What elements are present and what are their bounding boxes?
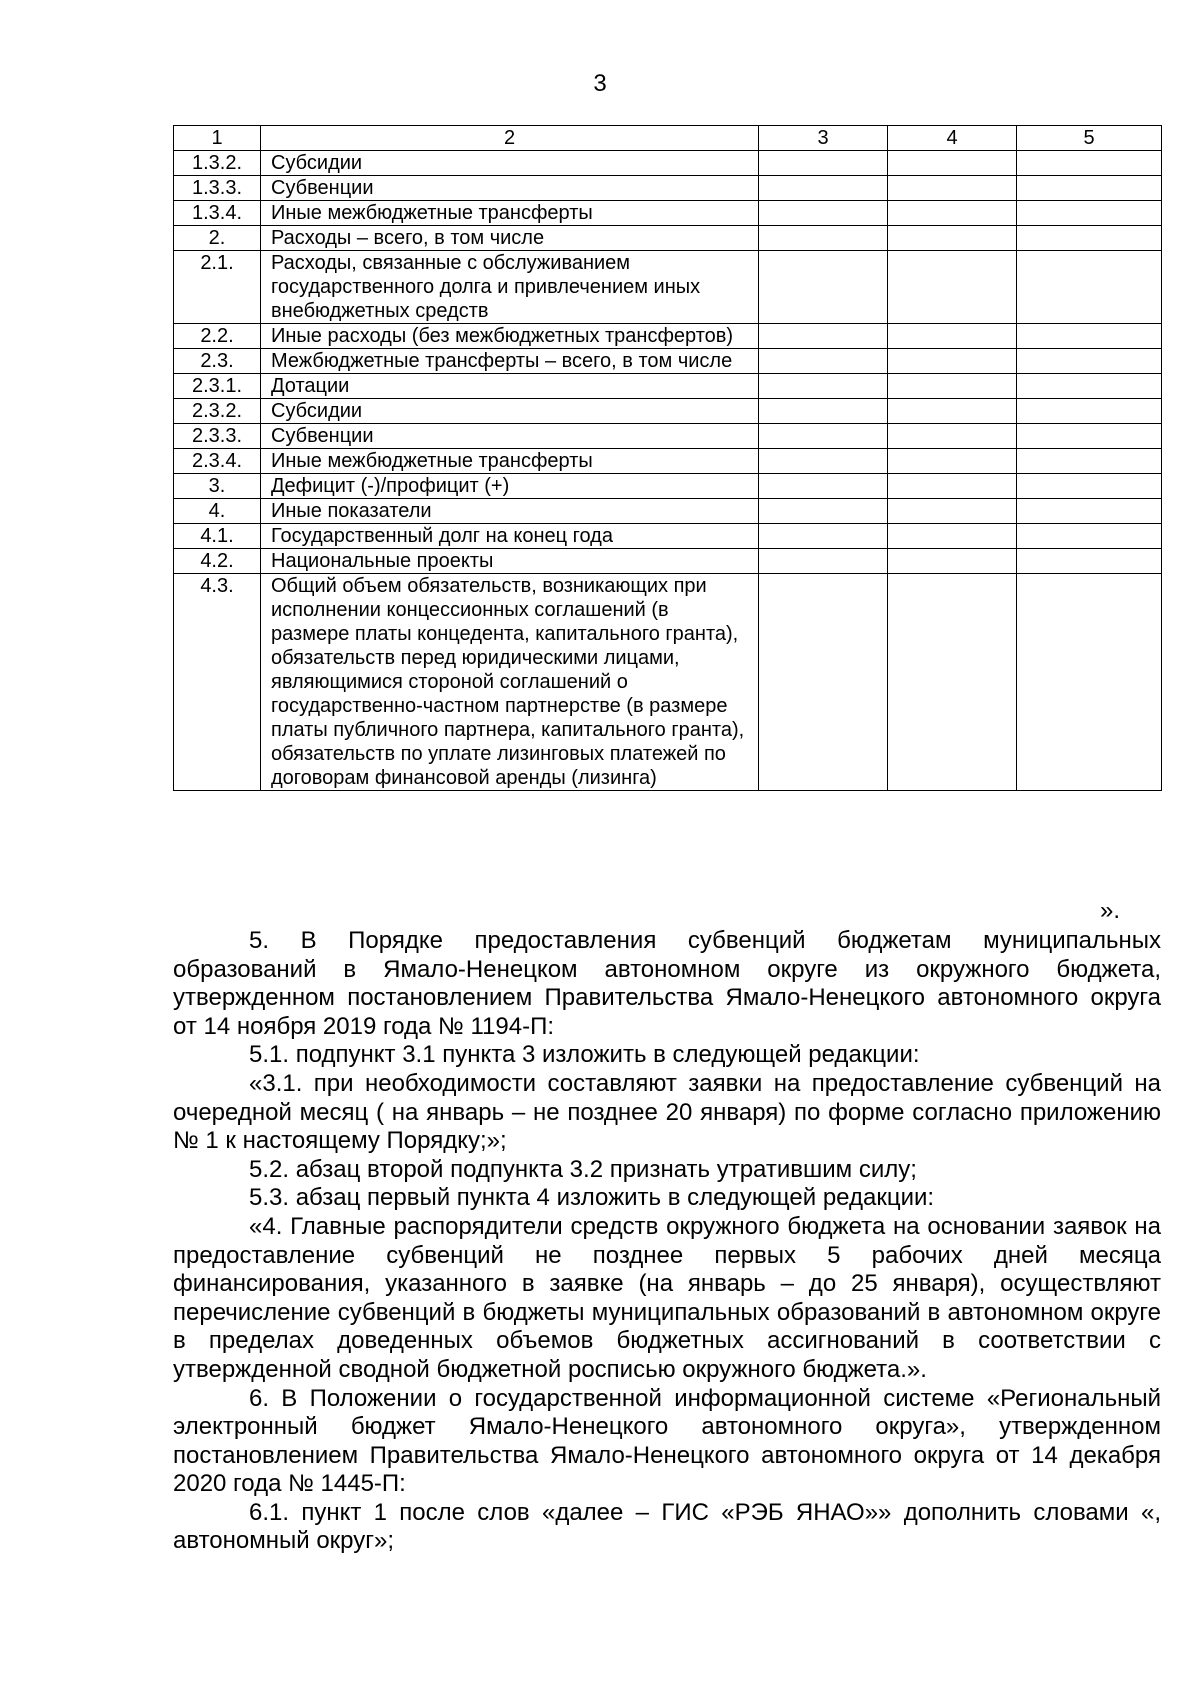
- empty-cell: [888, 226, 1017, 251]
- page-number: 3: [593, 70, 607, 97]
- row-number: 3.: [174, 474, 261, 499]
- column-header: 2: [261, 126, 759, 151]
- empty-cell: [759, 374, 888, 399]
- closing-quote: ».: [1100, 897, 1121, 924]
- empty-cell: [759, 176, 888, 201]
- table-row: [174, 549, 1162, 574]
- empty-cell: [759, 474, 888, 499]
- empty-cell: [888, 324, 1017, 349]
- paragraph: 5.3. абзац первый пункта 4 изложить в следующей редакции:: [249, 1184, 935, 1212]
- column-header: 3: [759, 126, 888, 151]
- row-label: Иные межбюджетные трансферты: [261, 201, 759, 226]
- empty-cell: [759, 226, 888, 251]
- row-label: Дотации: [261, 374, 759, 399]
- empty-cell: [1017, 251, 1162, 324]
- empty-cell: [888, 449, 1017, 474]
- row-label: Расходы, связанные с обслуживанием государственного долга и привлечением иных внебюджетных средств: [261, 251, 759, 324]
- row-number: 2.3.4.: [174, 449, 261, 474]
- empty-cell: [888, 499, 1017, 524]
- table-row: [174, 201, 1162, 226]
- empty-cell: [1017, 349, 1162, 374]
- empty-cell: [759, 449, 888, 474]
- row-number: 2.1.: [174, 251, 261, 324]
- empty-cell: [1017, 449, 1162, 474]
- empty-cell: [888, 549, 1017, 574]
- empty-cell: [759, 324, 888, 349]
- empty-cell: [888, 399, 1017, 424]
- row-label: Субсидии: [261, 151, 759, 176]
- paragraph: 6. В Положении о государственной информационной системе «Региональный электронный бюджет Ямало-Ненецкого автономного округа», утвержденном постановлением Правительства Ямало-Ненецкого автономного округа от 14 декабря 2020 года № 1445-П:: [173, 1384, 1161, 1498]
- empty-cell: [888, 349, 1017, 374]
- paragraph: 6.1. пункт 1 после слов «далее – ГИС «РЭБ ЯНАО»» дополнить словами «, автономный округ»;: [173, 1498, 1161, 1555]
- table-row: [174, 474, 1162, 499]
- row-label: Субсидии: [261, 399, 759, 424]
- empty-cell: [1017, 474, 1162, 499]
- empty-cell: [759, 574, 888, 791]
- empty-cell: [888, 151, 1017, 176]
- column-header: 4: [888, 126, 1017, 151]
- row-label: Государственный долг на конец года: [261, 524, 759, 549]
- row-label: Иные межбюджетные трансферты: [261, 449, 759, 474]
- row-number: 4.: [174, 499, 261, 524]
- paragraph: 5.2. абзац второй подпункта 3.2 признать утратившим силу;: [249, 1155, 917, 1183]
- empty-cell: [759, 524, 888, 549]
- row-number: 2.3.1.: [174, 374, 261, 399]
- row-number: 2.3.: [174, 349, 261, 374]
- row-label: Иные показатели: [261, 499, 759, 524]
- row-label: Расходы – всего, в том числе: [261, 226, 759, 251]
- empty-cell: [1017, 201, 1162, 226]
- table-row: [174, 424, 1162, 449]
- row-label: Дефицит (-)/профицит (+): [261, 474, 759, 499]
- row-number: 4.2.: [174, 549, 261, 574]
- table-row: [174, 324, 1162, 349]
- table-row: [174, 524, 1162, 549]
- table-row: [174, 574, 1162, 791]
- empty-cell: [888, 574, 1017, 791]
- table-row: [174, 374, 1162, 399]
- empty-cell: [1017, 574, 1162, 791]
- row-label: Межбюджетные трансферты – всего, в том числе: [261, 349, 759, 374]
- table-row: [174, 176, 1162, 201]
- row-number: 2.3.3.: [174, 424, 261, 449]
- row-number: 1.3.3.: [174, 176, 261, 201]
- paragraph: «4. Главные распорядители средств окружного бюджета на основании заявок на предоставление субвенций не позднее первых 5 рабочих дней месяца финансирования, указанного в заявке (на январь – до 25 января), осуществляют перечисление субвенций в бюджеты муниципальных образований в автономном округе в пределах доведенных объемов бюджетных ассигнований в соответствии с утвержденной сводной бюджетной росписью окружного бюджета.».: [173, 1212, 1161, 1383]
- empty-cell: [1017, 549, 1162, 574]
- table-row: [174, 349, 1162, 374]
- paragraph: «3.1. при необходимости составляют заявки на предоставление субвенций на очередной месяц ( на январь – не позднее 20 января) по форме согласно приложению № 1 к настоящему Порядку;»;: [173, 1069, 1161, 1155]
- row-label: Субвенции: [261, 176, 759, 201]
- row-number: 4.1.: [174, 524, 261, 549]
- empty-cell: [888, 474, 1017, 499]
- empty-cell: [888, 251, 1017, 324]
- paragraph: 5.1. подпункт 3.1 пункта 3 изложить в следующей редакции:: [249, 1041, 920, 1069]
- paragraph: 5. В Порядке предоставления субвенций бюджетам муниципальных образований в Ямало-Ненецком автономном округе из окружного бюджета, утвержденном постановлением Правительства Ямало-Ненецкого автономного округа от 14 ноября 2019 года № 1194-П:: [173, 927, 1161, 1040]
- empty-cell: [1017, 499, 1162, 524]
- row-number: 2.2.: [174, 324, 261, 349]
- empty-cell: [759, 251, 888, 324]
- empty-cell: [1017, 399, 1162, 424]
- row-number: 4.3.: [174, 574, 261, 791]
- row-label: Субвенции: [261, 424, 759, 449]
- column-header: 5: [1017, 126, 1162, 151]
- empty-cell: [888, 424, 1017, 449]
- empty-cell: [1017, 151, 1162, 176]
- table-row: [174, 449, 1162, 474]
- row-number: 1.3.4.: [174, 201, 261, 226]
- table-row: [174, 151, 1162, 176]
- empty-cell: [759, 424, 888, 449]
- row-number: 1.3.2.: [174, 151, 261, 176]
- empty-cell: [1017, 524, 1162, 549]
- empty-cell: [759, 349, 888, 374]
- table-row: [174, 499, 1162, 524]
- empty-cell: [1017, 374, 1162, 399]
- table-row: [174, 399, 1162, 424]
- empty-cell: [1017, 226, 1162, 251]
- empty-cell: [888, 524, 1017, 549]
- column-header: 1: [174, 126, 261, 151]
- row-label: Национальные проекты: [261, 549, 759, 574]
- table-row: [174, 226, 1162, 251]
- empty-cell: [1017, 324, 1162, 349]
- document-body: [173, 927, 1161, 1556]
- indicators-table: [173, 125, 1162, 791]
- empty-cell: [759, 399, 888, 424]
- empty-cell: [759, 499, 888, 524]
- row-label: Иные расходы (без межбюджетных трансфертов): [261, 324, 759, 349]
- empty-cell: [1017, 424, 1162, 449]
- empty-cell: [888, 201, 1017, 226]
- empty-cell: [888, 374, 1017, 399]
- row-label: Общий объем обязательств, возникающих при исполнении концессионных соглашений (в размере платы концедента, капитального гранта), обязательств перед юридическими лицами, являющимися стороной соглашений о государственно-частном партнерстве (в размере платы публичного партнера, капитального гранта), обязательств по уплате лизинговых платежей по договорам финансовой аренды (лизинга): [261, 574, 759, 791]
- empty-cell: [759, 151, 888, 176]
- empty-cell: [1017, 176, 1162, 201]
- row-number: 2.: [174, 226, 261, 251]
- empty-cell: [759, 549, 888, 574]
- row-number: 2.3.2.: [174, 399, 261, 424]
- table-header-row: [174, 126, 1162, 151]
- empty-cell: [759, 201, 888, 226]
- empty-cell: [888, 176, 1017, 201]
- table-row: [174, 251, 1162, 324]
